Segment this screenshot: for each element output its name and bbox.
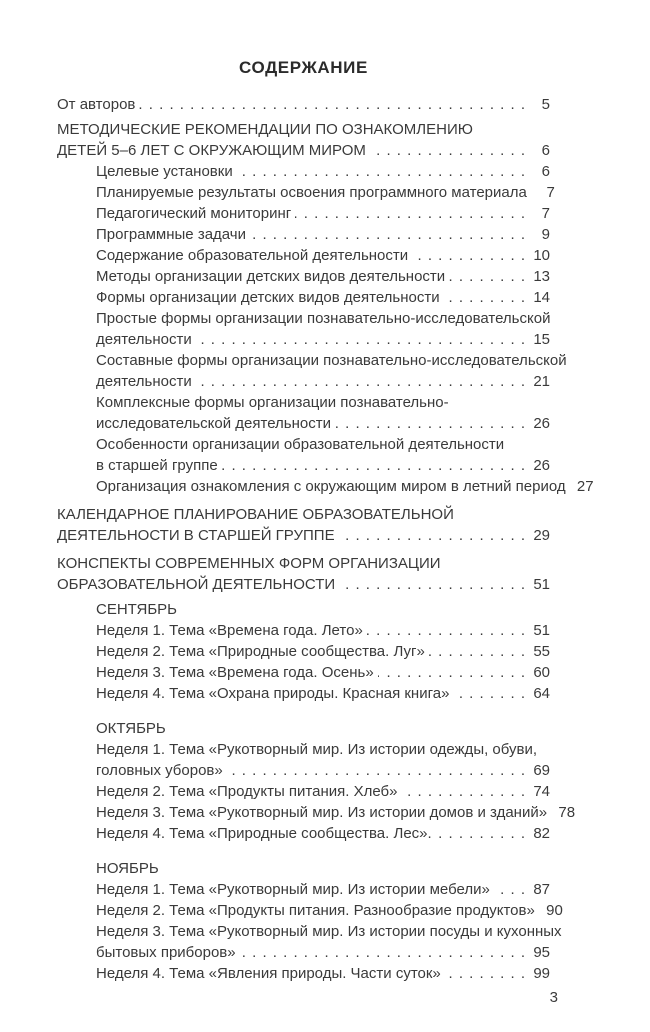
toc-entry-label: От авторов	[57, 96, 136, 113]
toc-entry-line	[57, 718, 550, 739]
page-number: 3	[549, 989, 558, 1006]
table-of-contents	[57, 94, 594, 984]
toc-entry-line	[57, 781, 550, 802]
toc-entry-line	[57, 858, 550, 879]
toc-entry-label: Неделя 2. Тема «Природные сообщества. Луг»	[96, 643, 425, 660]
toc-entry-line	[57, 287, 550, 308]
toc-entry-label: Программные задачи	[96, 226, 246, 243]
toc-entry-page-number: 14	[533, 289, 550, 306]
toc-entry-label: Педагогический мониторинг	[96, 205, 292, 222]
dot-leader	[295, 203, 526, 224]
dot-leader	[335, 413, 526, 434]
toc-entry-line	[57, 574, 550, 595]
toc-entry-line	[57, 760, 550, 781]
toc-entry-page-number: 29	[533, 527, 550, 544]
dot-leader	[339, 525, 526, 546]
toc-entry-label: Содержание образовательной деятельности	[96, 247, 409, 264]
toc-entry-page-number: 21	[533, 373, 550, 390]
toc-content	[57, 58, 594, 1008]
toc-entry-label: деятельности	[96, 331, 192, 348]
toc-entry-line	[57, 641, 550, 662]
toc-entry-page-number: 6	[541, 163, 550, 180]
toc-entry-label: Неделя 3. Тема «Рукотворный мир. Из истории домов и зданий»	[96, 804, 548, 821]
toc-entry-line	[57, 739, 550, 760]
toc-entry-line	[57, 161, 550, 182]
toc-entry-label: Неделя 4. Тема «Природные сообщества. Лес».	[96, 825, 432, 842]
toc-entry-page-number: 87	[533, 881, 550, 898]
toc-entry-page-number: 78	[558, 804, 576, 821]
toc-entry-page-number: 51	[533, 576, 550, 593]
dot-leader	[494, 879, 526, 900]
toc-entry-page-number: 10	[533, 247, 550, 264]
toc-entry-page-number: 99	[533, 965, 550, 982]
toc-entry-label: Планируемые результаты освоения программного материала	[96, 184, 527, 201]
toc-entry-page-number: 7	[541, 205, 550, 222]
dot-leader	[412, 245, 526, 266]
toc-entry-label: Неделя 1. Тема «Времена года. Лето»	[96, 622, 363, 639]
toc-entry-label: Формы организации детских видов деятельности	[96, 289, 440, 306]
toc-entry-page-number: 64	[533, 685, 550, 702]
dot-leader	[429, 641, 526, 662]
toc-entry-line	[57, 683, 550, 704]
toc-entry-line	[57, 553, 550, 574]
toc-entry-page-number: 95	[533, 944, 550, 961]
toc-entry-line	[57, 504, 550, 525]
toc-entry-line	[57, 802, 576, 823]
toc-entry-label: Неделя 1. Тема «Рукотворный мир. Из истории одежды, обуви,	[96, 741, 538, 758]
toc-entry-label: Комплексные формы организации познавательно-	[96, 394, 449, 411]
toc-entry-page-number: 82	[533, 825, 550, 842]
toc-entry-label: ДЕЯТЕЛЬНОСТИ В СТАРШЕЙ ГРУППЕ	[57, 527, 335, 544]
toc-entry-label: КОНСПЕКТЫ СОВРЕМЕННЫХ ФОРМ ОРГАНИЗАЦИИ	[57, 555, 441, 572]
dot-leader	[196, 371, 526, 392]
toc-entry-page-number: 69	[533, 762, 550, 779]
toc-entry-page-number: 26	[533, 457, 550, 474]
toc-entry-page-number: 74	[533, 783, 550, 800]
toc-entry-label: Неделя 4. Тема «Охрана природы. Красная книга»	[96, 685, 450, 702]
toc-entry-line	[57, 963, 550, 984]
dot-leader	[237, 161, 526, 182]
toc-entry-line	[57, 879, 550, 900]
toc-entry-label: Особенности организации образовательной деятельности	[96, 436, 505, 453]
toc-entry-line	[57, 329, 550, 350]
toc-entry-line	[57, 599, 550, 620]
toc-entry-label: СЕНТЯБРЬ	[96, 601, 178, 618]
toc-entry-line	[57, 662, 550, 683]
toc-entry-label: Целевые установки	[96, 163, 233, 180]
dot-leader	[453, 683, 526, 704]
toc-entry-line	[57, 140, 550, 161]
dot-leader	[227, 760, 526, 781]
toc-entry-page-number: 5	[541, 96, 550, 113]
toc-entry-line	[57, 94, 550, 115]
toc-entry-page-number: 90	[546, 902, 563, 919]
toc-entry-line	[57, 413, 550, 434]
toc-entry-page-number: 60	[533, 664, 550, 681]
toc-entry-label: Неделя 3. Тема «Времена года. Осень»	[96, 664, 374, 681]
dot-leader	[367, 620, 526, 641]
dot-leader	[436, 823, 526, 844]
toc-entry-line	[57, 525, 550, 546]
toc-entry-line	[57, 203, 550, 224]
toc-entry-label: ДЕТЕЙ 5–6 ЛЕТ С ОКРУЖАЮЩИМ МИРОМ	[57, 142, 366, 159]
toc-entry-label: Организация ознакомления с окружающим миром в летний период	[96, 478, 566, 495]
toc-entry-label: ОКТЯБРЬ	[96, 720, 166, 737]
toc-entry-page-number: 15	[533, 331, 550, 348]
dot-leader	[449, 266, 526, 287]
toc-entry-label: Неделя 2. Тема «Продукты питания. Разнообразие продуктов»	[96, 902, 535, 919]
toc-entry-line	[57, 476, 594, 497]
toc-entry-line	[57, 119, 550, 140]
page-title: СОДЕРЖАНИЕ	[239, 58, 368, 77]
dot-leader	[445, 963, 526, 984]
toc-entry-line	[57, 224, 550, 245]
toc-entry-page-number: 6	[541, 142, 550, 159]
toc-entry-page-number: 13	[533, 268, 550, 285]
toc-entry-line	[57, 900, 563, 921]
dot-leader	[378, 662, 526, 683]
toc-entry-line	[57, 455, 550, 476]
toc-entry-line	[57, 182, 555, 203]
toc-entry-line	[57, 434, 550, 455]
toc-entry-line	[57, 921, 562, 942]
toc-entry-label: исследовательской деятельности	[96, 415, 331, 432]
toc-entry-page-number: 27	[576, 478, 594, 495]
dot-leader	[444, 287, 526, 308]
dot-leader	[339, 574, 526, 595]
toc-entry-line	[57, 823, 550, 844]
toc-entry-label: Неделя 3. Тема «Рукотворный мир. Из истории посуды и кухонных	[96, 923, 562, 940]
dot-leader	[240, 942, 526, 963]
toc-entry-label: бытовых приборов»	[96, 944, 236, 961]
toc-entry-line	[57, 942, 550, 963]
toc-entry-line	[57, 392, 550, 413]
toc-entry-label: в старшей группе	[96, 457, 218, 474]
toc-entry-label: Составные формы организации познавательно-исследовательской	[96, 352, 567, 369]
toc-entry-page-number: 26	[533, 415, 550, 432]
toc-entry-label: Методы организации детских видов деятельности	[96, 268, 446, 285]
toc-entry-label: ОБРАЗОВАТЕЛЬНОЙ ДЕЯТЕЛЬНОСТИ	[57, 576, 336, 593]
toc-entry-line	[57, 620, 550, 641]
dot-leader	[370, 140, 526, 161]
toc-entry-page-number: 7	[546, 184, 555, 201]
toc-entry-label: головных уборов»	[96, 762, 223, 779]
toc-entry-line	[57, 245, 550, 266]
toc-entry-label: Неделя 2. Тема «Продукты питания. Хлеб»	[96, 783, 398, 800]
toc-entry-label: Неделя 4. Тема «Явления природы. Части суток»	[96, 965, 441, 982]
toc-entry-line	[57, 266, 550, 287]
toc-entry-label: деятельности	[96, 373, 192, 390]
toc-entry-line	[57, 308, 550, 329]
dot-leader	[139, 94, 526, 115]
toc-entry-page-number: 55	[533, 643, 550, 660]
toc-entry-page-number: 51	[533, 622, 550, 639]
toc-entry-label: КАЛЕНДАРНОЕ ПЛАНИРОВАНИЕ ОБРАЗОВАТЕЛЬНОЙ	[57, 506, 454, 523]
toc-entry-line	[57, 371, 550, 392]
toc-entry-page-number: 9	[541, 226, 550, 243]
dot-leader	[222, 455, 526, 476]
dot-leader	[250, 224, 526, 245]
dot-leader	[196, 329, 526, 350]
toc-entry-label: МЕТОДИЧЕСКИЕ РЕКОМЕНДАЦИИ ПО ОЗНАКОМЛЕНИЮ	[57, 121, 473, 138]
toc-entry-label: Неделя 1. Тема «Рукотворный мир. Из истории мебели»	[96, 881, 490, 898]
toc-entry-line	[57, 350, 567, 371]
toc-entry-label: НОЯБРЬ	[96, 860, 159, 877]
dot-leader	[401, 781, 526, 802]
toc-entry-label: Простые формы организации познавательно-исследовательской	[96, 310, 551, 327]
